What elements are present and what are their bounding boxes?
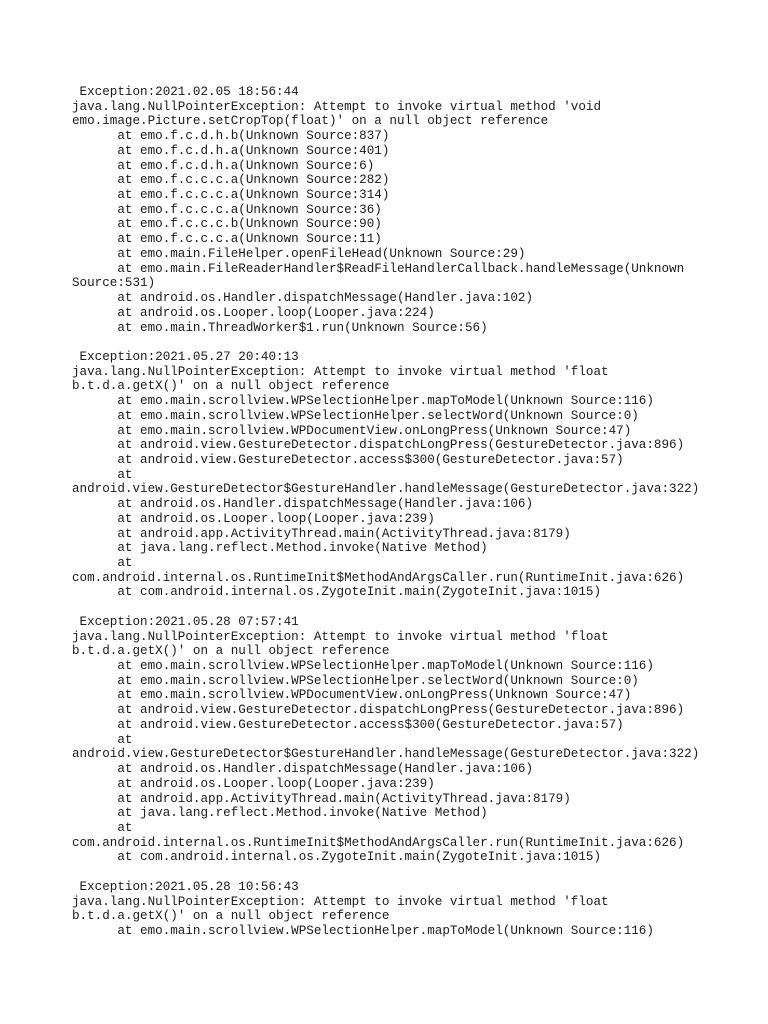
stack-trace-line: android.view.GestureDetector$GestureHandler.handleMessage(GestureDetector.java:322): [72, 747, 700, 762]
exception-entry: [72, 615, 762, 865]
stack-trace-line: android.view.GestureDetector$GestureHandler.handleMessage(GestureDetector.java:322): [72, 482, 700, 497]
stack-trace-line: at android.view.GestureDetector.access$300(GestureDetector.java:57): [72, 452, 624, 467]
stack-trace-line: at android.view.GestureDetector.dispatchLongPress(GestureDetector.java:896): [72, 438, 685, 453]
exception-entry: [72, 85, 762, 335]
exception-entry: [72, 880, 762, 939]
stack-trace-line: at android.os.Handler.dispatchMessage(Handler.java:106): [72, 497, 534, 512]
stack-trace-line: at emo.main.scrollview.WPSelectionHelper.mapToModel(Unknown Source:116): [72, 659, 654, 674]
stack-trace-line: at: [72, 467, 133, 482]
stack-trace-line: at android.app.ActivityThread.main(ActivityThread.java:8179): [72, 526, 571, 541]
exception-message: java.lang.NullPointerException: Attempt to invoke virtual method 'void: [72, 99, 602, 114]
stack-trace-line: at emo.f.c.c.c.a(Unknown Source:314): [72, 188, 390, 203]
stack-trace-line: at android.os.Handler.dispatchMessage(Handler.java:102): [72, 291, 534, 306]
stack-trace-line: at emo.f.c.d.h.b(Unknown Source:837): [72, 129, 390, 144]
stack-trace-line: at android.os.Looper.loop(Looper.java:239): [72, 511, 435, 526]
stack-trace-line: b.t.d.a.getX()' on a null object reference: [72, 379, 390, 394]
stack-trace-line: at android.view.GestureDetector.dispatchLongPress(GestureDetector.java:896): [72, 703, 685, 718]
log-document: [72, 85, 762, 953]
stack-trace-line: com.android.internal.os.RuntimeInit$MethodAndArgsCaller.run(RuntimeInit.java:626): [72, 570, 685, 585]
stack-trace-line: at android.app.ActivityThread.main(ActivityThread.java:8179): [72, 791, 571, 806]
exception-message: java.lang.NullPointerException: Attempt to invoke virtual method 'float: [72, 364, 609, 379]
stack-trace-line: at com.android.internal.os.ZygoteInit.main(ZygoteInit.java:1015): [72, 850, 602, 865]
stack-trace-line: at emo.main.scrollview.WPSelectionHelper.mapToModel(Unknown Source:116): [72, 394, 654, 409]
stack-trace-line: at emo.main.FileReaderHandler$ReadFileHandlerCallback.handleMessage(Unknown: [72, 261, 685, 276]
stack-trace-line: at android.view.GestureDetector.access$300(GestureDetector.java:57): [72, 717, 624, 732]
exception-timestamp: Exception:2021.05.28 07:57:41: [72, 614, 299, 629]
stack-trace-line: at emo.main.scrollview.WPSelectionHelper.mapToModel(Unknown Source:116): [72, 923, 654, 938]
stack-trace-line: at emo.f.c.d.h.a(Unknown Source:401): [72, 143, 390, 158]
stack-trace-line: at emo.main.scrollview.WPDocumentView.onLongPress(Unknown Source:47): [72, 423, 632, 438]
stack-trace-line: at emo.main.ThreadWorker$1.run(Unknown Source:56): [72, 320, 488, 335]
stack-trace-line: at com.android.internal.os.ZygoteInit.main(ZygoteInit.java:1015): [72, 585, 602, 600]
stack-trace-line: at emo.main.scrollview.WPSelectionHelper.selectWord(Unknown Source:0): [72, 673, 639, 688]
stack-trace-line: at emo.f.c.c.c.a(Unknown Source:282): [72, 173, 390, 188]
stack-trace-line: at: [72, 732, 133, 747]
exception-entry: [72, 350, 762, 600]
stack-trace-line: at emo.main.scrollview.WPSelectionHelper.selectWord(Unknown Source:0): [72, 408, 639, 423]
stack-trace-line: at: [72, 820, 133, 835]
exception-message: java.lang.NullPointerException: Attempt to invoke virtual method 'float: [72, 894, 609, 909]
stack-trace-line: b.t.d.a.getX()' on a null object reference: [72, 644, 390, 659]
stack-trace-line: at java.lang.reflect.Method.invoke(Native Method): [72, 806, 488, 821]
exception-timestamp: Exception:2021.02.05 18:56:44: [72, 85, 299, 99]
stack-trace-line: at android.os.Looper.loop(Looper.java:239): [72, 776, 435, 791]
stack-trace-line: emo.image.Picture.setCropTop(float)' on a null object reference: [72, 114, 549, 129]
stack-trace-line: at java.lang.reflect.Method.invoke(Native Method): [72, 541, 488, 556]
stack-trace-line: at emo.main.scrollview.WPDocumentView.onLongPress(Unknown Source:47): [72, 688, 632, 703]
stack-trace-line: at emo.f.c.c.c.a(Unknown Source:11): [72, 232, 382, 247]
stack-trace-line: at android.os.Looper.loop(Looper.java:224): [72, 305, 435, 320]
stack-trace-line: com.android.internal.os.RuntimeInit$MethodAndArgsCaller.run(RuntimeInit.java:626): [72, 835, 685, 850]
stack-trace-line: Source:531): [72, 276, 156, 291]
stack-trace-line: at emo.main.FileHelper.openFileHead(Unknown Source:29): [72, 246, 526, 261]
stack-trace-line: at emo.f.c.c.c.a(Unknown Source:36): [72, 202, 382, 217]
stack-trace-line: at emo.f.c.c.c.b(Unknown Source:90): [72, 217, 382, 232]
stack-trace-line: at android.os.Handler.dispatchMessage(Handler.java:106): [72, 762, 534, 777]
exception-message: java.lang.NullPointerException: Attempt to invoke virtual method 'float: [72, 629, 609, 644]
stack-trace-line: b.t.d.a.getX()' on a null object reference: [72, 909, 390, 924]
stack-trace-line: at: [72, 556, 133, 570]
stack-trace-line: at emo.f.c.d.h.a(Unknown Source:6): [72, 158, 375, 173]
exception-timestamp: Exception:2021.05.27 20:40:13: [72, 349, 299, 364]
exception-timestamp: Exception:2021.05.28 10:56:43: [72, 879, 299, 894]
exception-log-list: [72, 85, 762, 939]
